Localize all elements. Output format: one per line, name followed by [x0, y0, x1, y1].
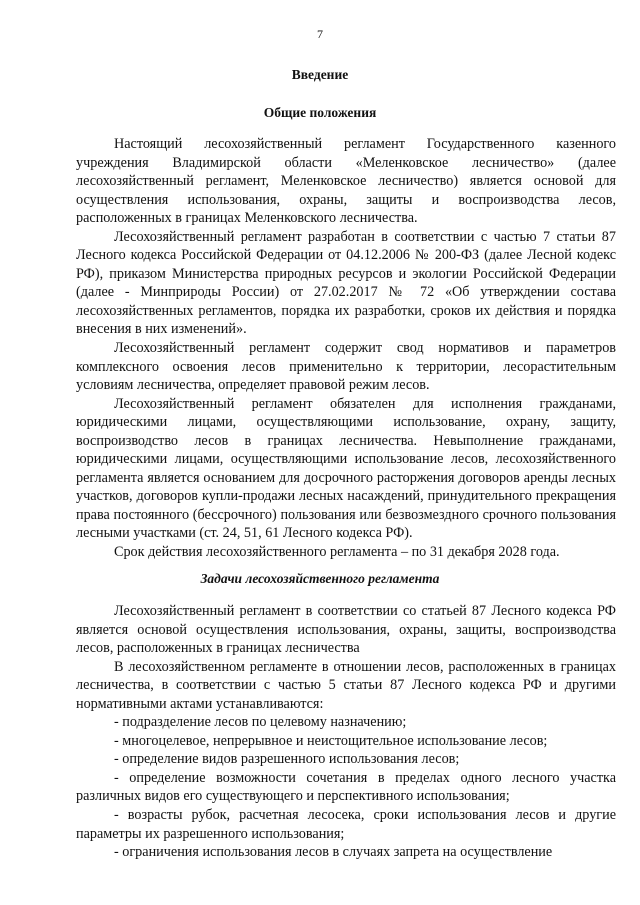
paragraph: Лесохозяйственный регламент обязателен для исполнения гражданами, юридическими лицами, осуществляющими использование, охрану, защиту, воспроизводство лесов в границах лесничества. Невыполнение гражданами, юридическими лицами, осуществляющими использование лесов, лесохозяйственного регламента является основанием для досрочного расторжения договоров аренды лесных участков, договоров купли-продажи лесных насаждений, принудительного прекращения права постоянного (бессрочного) пользования или безвозмездного срочного пользования лесными участками (ст. 24, 51, 61 Лесного кодекса РФ).: [76, 395, 616, 542]
paragraph: Лесохозяйственный регламент разработан в соответствии с частью 7 статьи 87 Лесного кодекса Российской Федерации от 04.12.2006 № 200-ФЗ (далее Лесной кодекс РФ), приказом Министерства природных ресурсов и экологии Российской Федерации (далее - Минприроды России) от 27.02.2017 № 72 «Об утверждении состава лесохозяйственных регламентов, порядка их разработки, сроков их действия и порядка внесения в них изменений».: [76, 228, 616, 338]
paragraph: Срок действия лесохозяйственного регламента – по 31 декабря 2028 года.: [114, 544, 560, 561]
paragraph: Лесохозяйственный регламент в соответствии со статьей 87 Лесного кодекса РФ является основой осуществления использования, охраны, защиты, воспроизводства лесов, расположенных в границах лесничества: [76, 603, 616, 657]
heading-introduction: Введение: [291, 67, 349, 82]
page-number: 7: [317, 27, 323, 41]
list-item: - подразделение лесов по целевому назначению;: [114, 714, 407, 731]
heading-regulation-tasks: Задачи лесохозяйственного регламента: [200, 571, 440, 586]
list-item: - многоцелевое, непрерывное и неистощительное использование лесов;: [114, 732, 548, 749]
section-general-provisions: [76, 135, 616, 562]
paragraph: Лесохозяйственный регламент содержит свод нормативов и параметров комплексного освоения лесов применительно к территории, лесорастительным условиям лесничества, определяет правовой режим лесов.: [76, 340, 616, 394]
list-item: - определение возможности сочетания в пределах одного лесного участка различных видов его существующего и перспективного использования;: [76, 769, 616, 805]
list-item: - ограничения использования лесов в случаях запрета на осуществление: [114, 844, 553, 861]
heading-general-provisions: Общие положения: [263, 105, 377, 120]
paragraph: Настоящий лесохозяйственный регламент Государственного казенного учреждения Владимирской области «Меленковское лесничество» (далее лесохозяйственный регламент, Меленковское лесничество) является основой для осуществления использования, охраны, защиты и воспроизводства лесов, расположенных в границах Меленковского лесничества.: [76, 136, 616, 227]
list-item: - возрасты рубок, расчетная лесосека, сроки использования лесов и другие параметры их разрешенного использования;: [76, 807, 616, 842]
paragraph: В лесохозяйственном регламенте в отношении лесов, расположенных в границах лесничества, в соответствии с частью 5 статьи 87 Лесного кодекса РФ и другими нормативными актами устанавливаются:: [76, 658, 616, 712]
section-regulation-tasks: [76, 602, 616, 862]
list-item: - определение видов разрешенного использования лесов;: [114, 751, 460, 768]
